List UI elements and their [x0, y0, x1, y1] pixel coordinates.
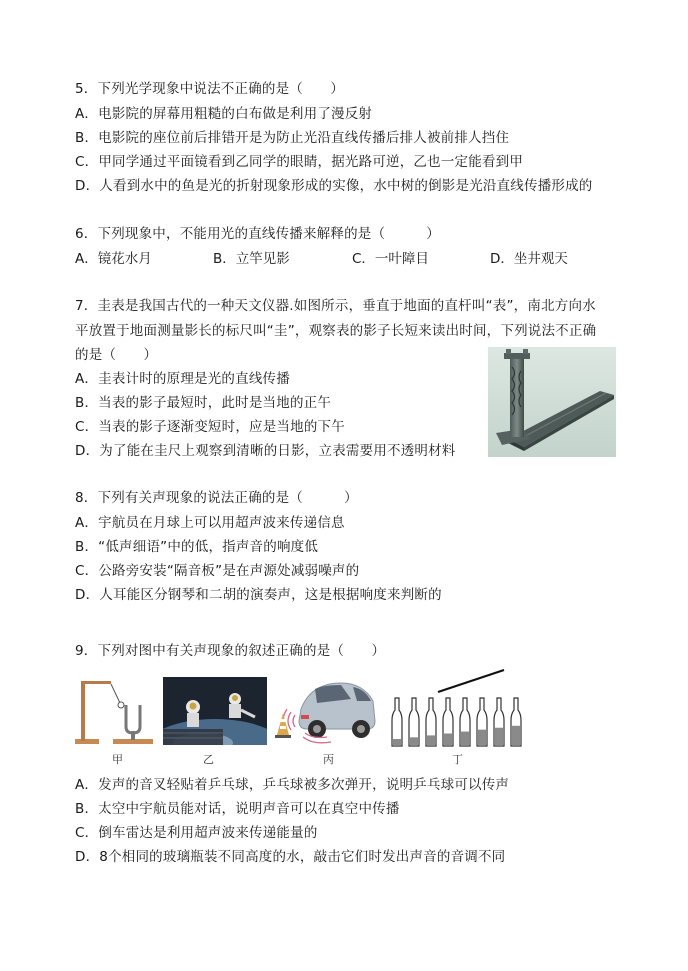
glass-bottle [494, 698, 504, 746]
q6-option-c: C．一叶障目 [352, 251, 429, 267]
q7-option-a: A．圭表计时的原理是光的直线传播 [75, 371, 290, 387]
q7-stem-line2: 平放置于地面测量影长的标尺叫“圭”，观察表的影子长短来读出时间，下列说法不正确 [75, 323, 597, 339]
astronauts-figure [163, 677, 267, 745]
q6-option-d: D．坐井观天 [490, 251, 568, 267]
q7-stem-line1: 7．圭表是我国古代的一种天文仪器.如图所示，垂直于地面的直杆叫“表”，南北方向水 [75, 298, 596, 314]
q8-option-a: A．宇航员在月球上可以用超声波来传递信息 [75, 515, 345, 531]
q9-option-d: D．8个相同的玻璃瓶装不同高度的水，敲击它们时发出声音的音调不同 [75, 849, 506, 865]
q9-stem: 9．下列对图中有关声现象的叙述正确的是（ ） [75, 643, 386, 659]
caption-jia: 甲 [112, 753, 123, 766]
glass-bottle [392, 698, 402, 746]
glass-bottle [443, 698, 453, 746]
reversing-radar-figure [271, 675, 379, 747]
caption-bing: 丙 [323, 753, 334, 766]
q5-option-d: D．人看到水中的鱼是光的折射现象形成的实像，水中树的倒影是光沿直线传播形成的 [75, 178, 593, 194]
glass-bottle [511, 698, 521, 746]
glass-bottle [460, 698, 470, 746]
eight-bottles-figure [386, 668, 526, 748]
caption-ding: 丁 [452, 753, 463, 766]
q7-option-b: B．当表的影子最短时，此时是当地的正午 [75, 395, 332, 411]
q7-option-d: D．为了能在圭尺上观察到清晰的日影，立表需要用不透明材料 [75, 443, 456, 459]
glass-bottle [477, 698, 487, 746]
q9-option-b: B．太空中宇航员能对话，说明声音可以在真空中传播 [75, 801, 400, 817]
q8-option-b: B．“低声细语”中的低，指声音的响度低 [75, 539, 319, 555]
glass-bottle [409, 698, 419, 746]
q6-option-b: B．立竿见影 [213, 251, 290, 267]
q6-option-a: A．镜花水月 [75, 251, 152, 267]
q6-stem: 6．下列现象中，不能用光的直线传播来解释的是（ ） [75, 226, 440, 242]
q9-option-c: C．倒车雷达是利用超声波来传递能量的 [75, 825, 318, 841]
q5-stem: 5．下列光学现象中说法不正确的是（ ） [75, 81, 345, 97]
q9-option-a: A．发声的音叉轻贴着乒乓球，乒乓球被多次弹开，说明乒乓球可以传声 [75, 777, 510, 793]
q8-option-c: C．公路旁安装“隔音板”是在声源处减弱噪声的 [75, 563, 360, 579]
q7-stem-line3: 的是（ ） [75, 347, 158, 363]
q5-option-a: A．电影院的屏幕用粗糙的白布做是利用了漫反射 [75, 106, 373, 122]
q5-option-c: C．甲同学通过平面镜看到乙同学的眼睛，据光路可逆，乙也一定能看到甲 [75, 154, 524, 170]
q8-option-d: D．人耳能区分钢琴和二胡的演奏声，这是根据响度来判断的 [75, 587, 442, 603]
q5-option-b: B．电影院的座位前后排错开是为防止光沿直线传播后排人被前排人挡住 [75, 130, 510, 146]
q8-stem: 8．下列有关声现象的说法正确的是（ ） [75, 490, 358, 506]
gnomon-figure [488, 347, 616, 457]
glass-bottle [426, 698, 436, 746]
caption-yi: 乙 [203, 753, 214, 766]
q7-option-c: C．当表的影子逐渐变短时，应是当地的下午 [75, 419, 345, 435]
tuning-fork-figure [75, 675, 157, 750]
